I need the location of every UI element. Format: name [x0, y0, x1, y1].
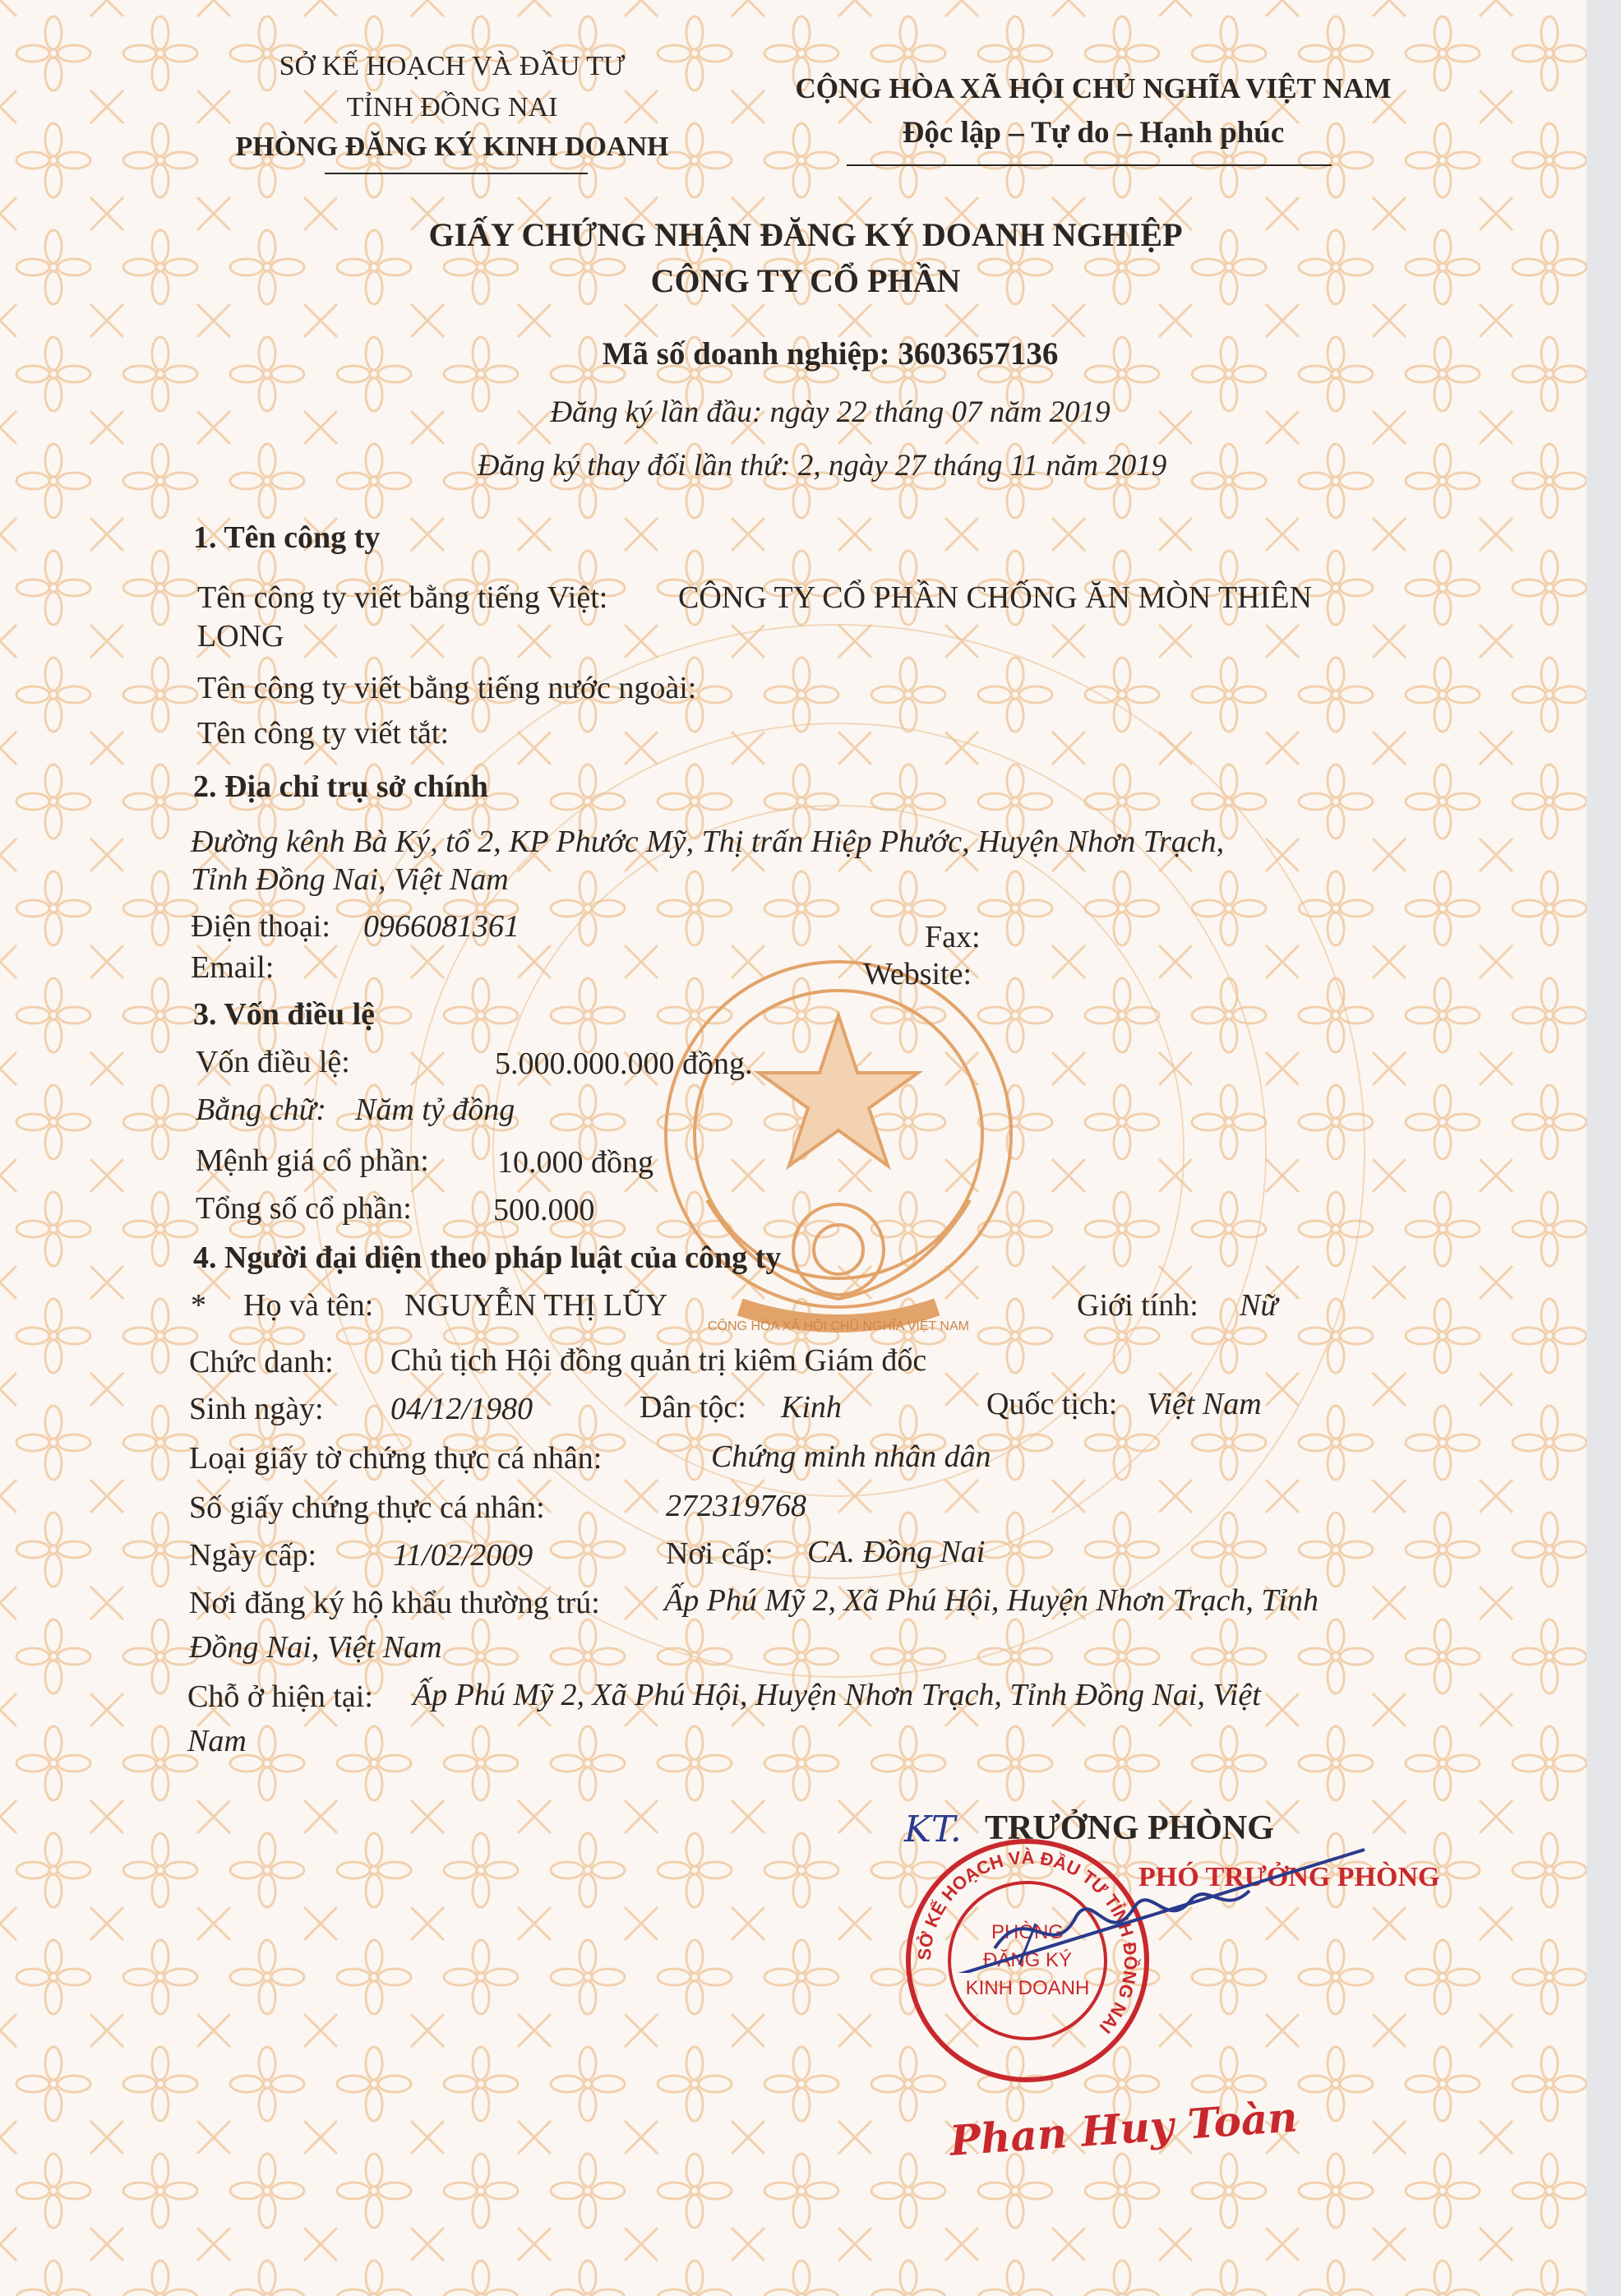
- par-value: 10.000 đồng: [497, 1145, 653, 1180]
- position-label: Chức danh:: [189, 1345, 334, 1379]
- website-label: Website:: [863, 957, 972, 991]
- current-address-value: Ấp Phú Mỹ 2, Xã Phú Hội, Huyện Nhơn Trạch, Tỉnh Đồng Nai, Việt: [413, 1678, 1261, 1712]
- id-number-label: Số giấy chứng thực cá nhân:: [189, 1490, 545, 1525]
- signature-title: TRƯỞNG PHÒNG: [985, 1809, 1274, 1847]
- fax-label: Fax:: [925, 920, 981, 954]
- company-type: CÔNG TY CỔ PHẦN: [650, 262, 961, 299]
- dob-value: 04/12/1980: [390, 1392, 533, 1426]
- header-right-underline: [847, 164, 1332, 166]
- par-value-label: Mệnh giá cổ phần:: [196, 1143, 429, 1178]
- change-registration: Đăng ký thay đổi lần thứ: 2, ngày 27 tháng 11 năm 2019: [477, 449, 1167, 483]
- header-left-underline: [325, 173, 588, 174]
- section-3-heading: 3. Vốn điều lệ: [193, 997, 376, 1032]
- permanent-address-label: Nơi đăng ký hộ khẩu thường trú:: [189, 1586, 600, 1620]
- section-2-heading: 2. Địa chỉ trụ sở chính: [193, 769, 488, 804]
- ethnic-value: Kinh: [781, 1390, 842, 1425]
- first-registration: Đăng ký lần đầu: ngày 22 tháng 07 năm 2019: [550, 395, 1111, 429]
- company-name-viet-label: Tên công ty viết bằng tiếng Việt:: [197, 580, 608, 615]
- enterprise-code: Mã số doanh nghiệp: 3603657136: [602, 336, 1059, 372]
- seal-ring-text: SỞ KẾ HOẠCH VÀ ĐẦU TƯ TỈNH ĐỒNG NAI: [913, 1846, 1142, 2038]
- issue-date-value: 11/02/2009: [393, 1538, 533, 1573]
- emblem-ribbon-text: CỘNG HÒA XÃ HỘI CHỦ NGHĨA VIỆT NAM: [708, 1319, 969, 1333]
- phone-value: 0966081361: [363, 909, 520, 944]
- permanent-address-value: Ấp Phú Mỹ 2, Xã Phú Hội, Huyện Nhơn Trạch, Tỉnh: [664, 1583, 1319, 1618]
- handwritten-signature: [921, 1825, 1381, 1973]
- section-4-heading: 4. Người đại diện theo pháp luật của công ty: [193, 1240, 782, 1275]
- gender-label: Giới tính:: [1077, 1288, 1198, 1323]
- address-line-2: Tỉnh Đồng Nai, Việt Nam: [191, 862, 509, 897]
- capital-value: 5.000.000.000 đồng.: [495, 1046, 753, 1081]
- seal-center-line-2: ĐĂNG KÝ: [982, 1949, 1073, 1971]
- id-number-value: 272319768: [666, 1489, 806, 1523]
- permanent-address-value-cont: Đồng Nai, Việt Nam: [189, 1630, 442, 1665]
- header-motto: Độc lập – Tự do – Hạnh phúc: [902, 116, 1285, 150]
- seal-center-line-3: KINH DOANH: [965, 1977, 1090, 1999]
- email-label: Email:: [191, 950, 275, 985]
- current-address-label: Chỗ ở hiện tại:: [187, 1679, 373, 1714]
- issue-place-value: CA. Đồng Nai: [807, 1535, 986, 1569]
- name-value: NGUYỄN THỊ LŨY: [404, 1288, 668, 1323]
- signature-prefix: KT.: [904, 1809, 962, 1850]
- header-department: PHÒNG ĐĂNG KÝ KINH DOANH: [235, 132, 669, 162]
- capital-label: Vốn điều lệ:: [196, 1045, 350, 1079]
- company-name-foreign-label: Tên công ty viết bằng tiếng nước ngoài:: [197, 671, 697, 705]
- current-address-value-cont: Nam: [187, 1724, 247, 1758]
- header-ministry: SỞ KẾ HOẠCH VÀ ĐẦU TƯ: [279, 51, 626, 81]
- company-name-short-label: Tên công ty viết tắt:: [197, 716, 450, 751]
- total-shares-label: Tổng số cổ phần:: [196, 1191, 412, 1226]
- issue-date-label: Ngày cấp:: [189, 1538, 317, 1573]
- issue-place-label: Nơi cấp:: [666, 1536, 774, 1571]
- ethnic-label: Dân tộc:: [640, 1390, 746, 1425]
- id-type-label: Loại giấy tờ chứng thực cá nhân:: [189, 1441, 603, 1476]
- bullet-marker: *: [191, 1288, 206, 1323]
- phone-label: Điện thoại:: [191, 909, 330, 944]
- gender-value: Nữ: [1240, 1288, 1278, 1323]
- section-1-heading: 1. Tên công ty: [193, 520, 381, 555]
- name-label: Họ và tên:: [243, 1288, 374, 1323]
- capital-words-value: Năm tỷ đồng: [355, 1093, 515, 1127]
- header-country: CỘNG HÒA XÃ HỘI CHỦ NGHĨA VIỆT NAM: [795, 72, 1392, 104]
- header-province: TỈNH ĐỒNG NAI: [346, 92, 558, 122]
- nationality-label: Quốc tịch:: [986, 1387, 1118, 1421]
- id-type-value: Chứng minh nhân dân: [711, 1439, 991, 1474]
- company-name-viet-value: CÔNG TY CỔ PHẦN CHỐNG ĂN MÒN THIÊN: [678, 580, 1312, 615]
- document-title: GIẤY CHỨNG NHẬN ĐĂNG KÝ DOANH NGHIỆP: [428, 216, 1183, 253]
- stamp-deputy-title: PHÓ TRƯỞNG PHÒNG: [1138, 1862, 1440, 1892]
- capital-words-label: Bằng chữ:: [196, 1093, 326, 1127]
- seal-center-line-1: PHÒNG: [991, 1921, 1065, 1943]
- company-name-viet-value-cont: LONG: [197, 619, 284, 654]
- dob-label: Sinh ngày:: [189, 1392, 324, 1426]
- position-value: Chủ tịch Hội đồng quản trị kiêm Giám đốc: [390, 1343, 927, 1378]
- total-shares-value: 500.000: [493, 1193, 595, 1227]
- nationality-value: Việt Nam: [1147, 1387, 1262, 1421]
- address-line-1: Đường kênh Bà Ký, tổ 2, KP Phước Mỹ, Thị trấn Hiệp Phước, Huyện Nhơn Trạch,: [191, 825, 1225, 859]
- signer-name: Phan Huy Toàn: [948, 2092, 1300, 2165]
